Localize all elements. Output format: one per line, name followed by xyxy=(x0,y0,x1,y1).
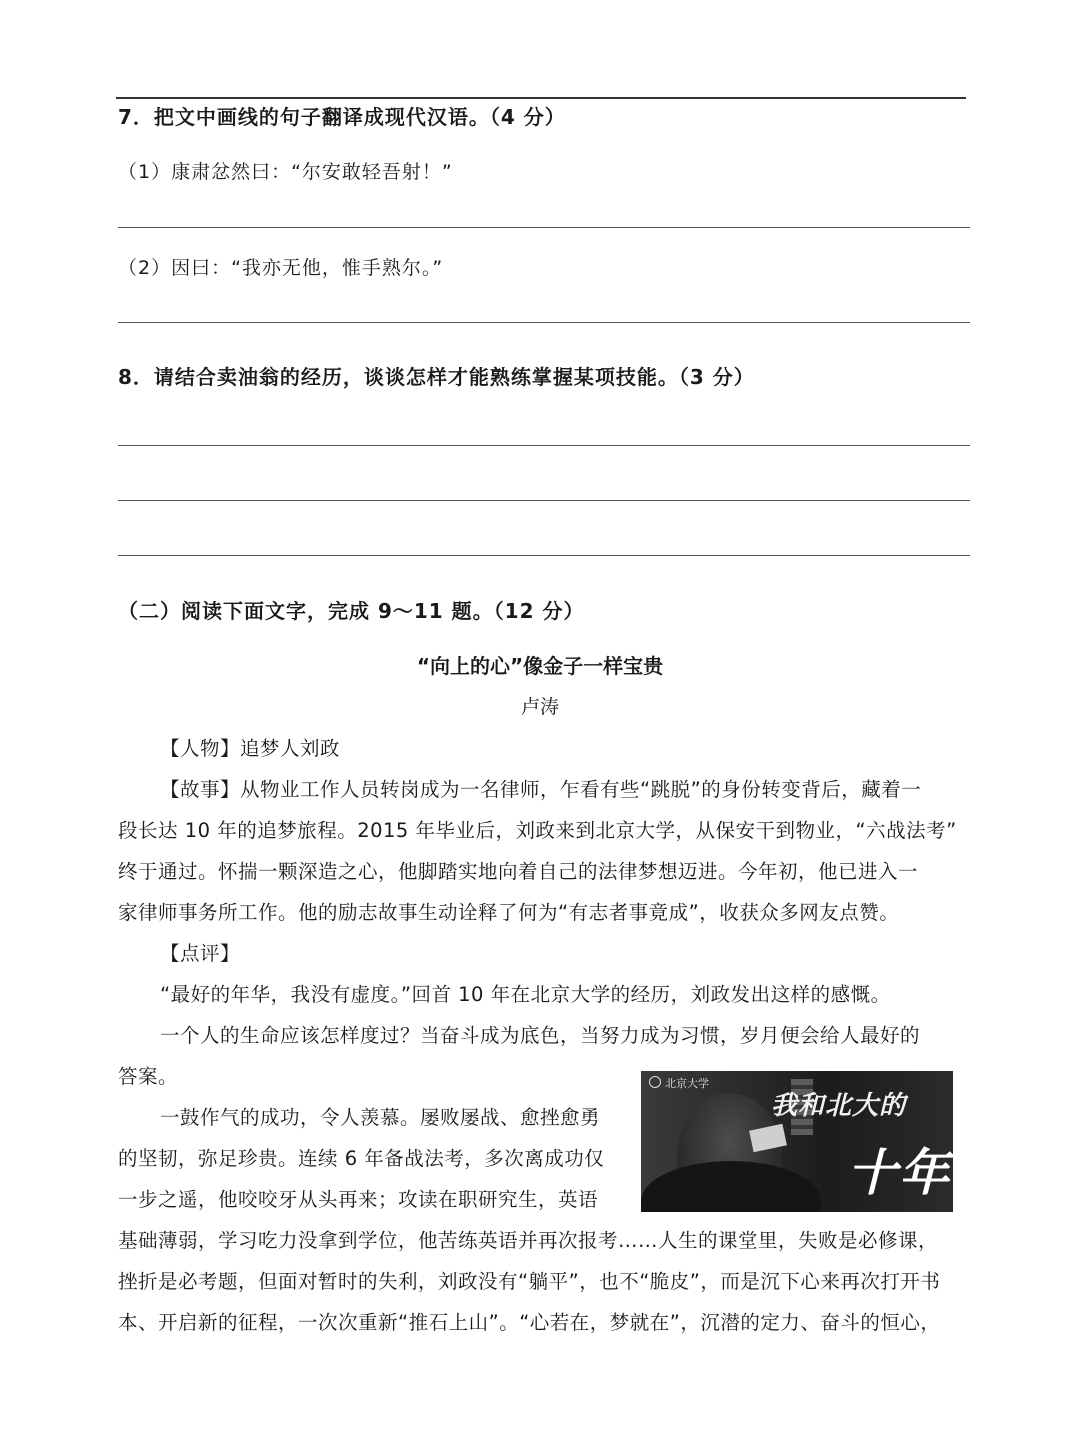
comment-label: 【点评】 xyxy=(160,942,241,965)
question-7-title: 7．把文中画线的句子翻译成现代汉语。（4 分） xyxy=(118,105,566,129)
answer-line[interactable] xyxy=(118,555,970,556)
comment-paragraph-2-line: 一个人的生命应该怎样度过？当奋斗成为底色，当努力成为习惯，岁月便会给人最好的 xyxy=(160,1024,921,1047)
photo-caption-line-2: 十年 xyxy=(847,1143,951,1202)
comment-paragraph-3-line: 挫折是必考题，但面对暂时的失利，刘政没有“躺平”，也不“脆皮”，而是沉下心来再次打开书 xyxy=(118,1270,941,1293)
comment-paragraph-3-line: 本、开启新的征程，一次次重新“推石上山”。“心若在，梦就在”，沉潜的定力、奋斗的恒心， xyxy=(118,1311,941,1334)
question-7-sub2: （2）因曰：“我亦无他，惟手熟尔。” xyxy=(118,257,444,279)
comment-paragraph-3-line: 一步之遥，他咬咬牙从头再来；攻读在职研究生，英语 xyxy=(118,1188,599,1211)
comment-paragraph-3-line: 的坚韧，弥足珍贵。连续 6 年备战法考，多次离成功仅 xyxy=(118,1147,605,1170)
answer-line[interactable] xyxy=(118,445,970,446)
question-7-sub1: （1）康肃忿然曰：“尔安敢轻吾射！” xyxy=(118,161,453,183)
story-line: 段长达 10 年的追梦旅程。2015 年毕业后，刘政来到北京大学，从保安干到物业，“六战法考” xyxy=(118,819,957,842)
answer-line[interactable] xyxy=(118,500,970,501)
university-logo: 北京大学 xyxy=(649,1075,709,1091)
article-photo xyxy=(641,1071,953,1212)
answer-line[interactable] xyxy=(118,322,970,323)
photo-caption-line-1: 我和北大的 xyxy=(771,1091,907,1121)
story-line: 家律师事务所工作。他的励志故事生动诠释了何为“有志者事竟成”，收获众多网友点赞。 xyxy=(118,901,900,924)
section-2-heading: （二）阅读下面文字，完成 9～11 题。（12 分） xyxy=(118,599,585,623)
person-line: 【人物】追梦人刘政 xyxy=(160,737,341,760)
comment-paragraph-2-line: 答案。 xyxy=(118,1065,179,1088)
article-author: 卢涛 xyxy=(520,696,559,718)
comment-paragraph-3-line: 一鼓作气的成功，令人羡慕。屡败屡战、愈挫愈勇 xyxy=(160,1106,601,1129)
article-title: “向上的心”像金子一样宝贵 xyxy=(416,654,664,678)
comment-paragraph-3-line: 基础薄弱，学习吃力没拿到学位，他苦练英语并再次报考……人生的课堂里，失败是必修课， xyxy=(118,1229,939,1252)
story-line: 【故事】从物业工作人员转岗成为一名律师，乍看有些“跳脱”的身份转变背后，藏着一 xyxy=(160,778,922,801)
question-8-title: 8．请结合卖油翁的经历，谈谈怎样才能熟练掌握某项技能。（3 分） xyxy=(118,365,755,389)
top-divider xyxy=(116,97,966,99)
person-shoulder xyxy=(641,1161,821,1212)
story-line: 终于通过。怀揣一颗深造之心，他脚踏实地向着自己的法律梦想迈进。今年初，他已进入一 xyxy=(118,860,919,883)
comment-paragraph-1: “最好的年华，我没有虚度。”回首 10 年在北京大学的经历，刘政发出这样的感慨。 xyxy=(160,983,891,1006)
answer-line[interactable] xyxy=(118,227,970,228)
university-seal-icon xyxy=(649,1076,661,1088)
